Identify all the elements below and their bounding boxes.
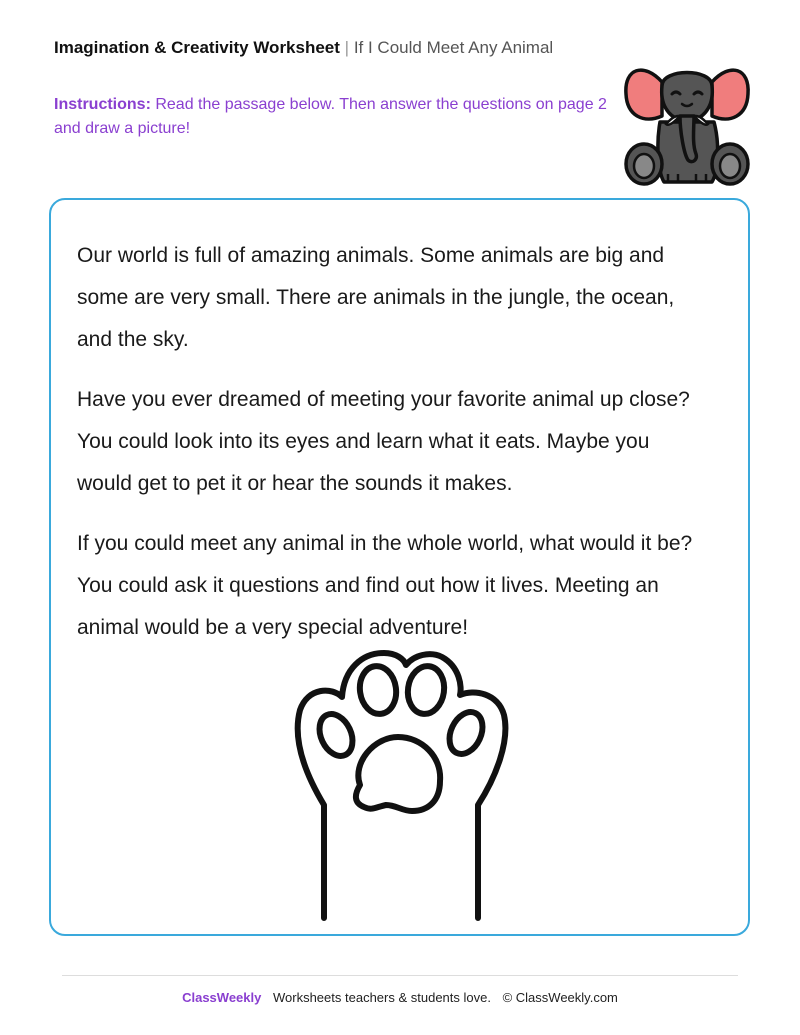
passage-paragraph: Have you ever dreamed of meeting your favorite animal up close? You could look into its eyes and learn what it eats. Maybe you would get to pet it or hear the sounds it makes.	[77, 388, 690, 495]
instructions-label: Instructions:	[54, 96, 151, 113]
paw-icon	[290, 645, 512, 923]
instructions	[54, 93, 614, 141]
footer-copyright: © ClassWeekly.com	[502, 990, 618, 1005]
elephant-icon	[622, 54, 752, 189]
footer-tagline: Worksheets teachers & students love.	[272, 990, 491, 1005]
passage-paragraph: Our world is full of amazing animals. Some animals are big and some are very small. There are animals in the jungle, the ocean, and the sky.	[77, 244, 675, 351]
worksheet-subtitle: If I Could Meet Any Animal	[353, 38, 554, 57]
worksheet-header	[54, 36, 614, 60]
worksheet-title: Imagination & Creativity Worksheet	[54, 38, 340, 57]
footer-divider	[62, 975, 738, 976]
passage-paragraph: If you could meet any animal in the whole world, what would it be? You could ask it questions and find out how it lives. Meeting an animal would be a very special adventure!	[77, 532, 693, 639]
footer	[0, 989, 800, 1007]
reading-passage	[77, 235, 697, 667]
footer-brand: ClassWeekly	[182, 990, 262, 1005]
instructions-text: Read the passage below. Then answer the questions on page 2 and draw a picture!	[54, 96, 607, 137]
title-separator: |	[344, 38, 350, 57]
title-line	[54, 36, 614, 60]
